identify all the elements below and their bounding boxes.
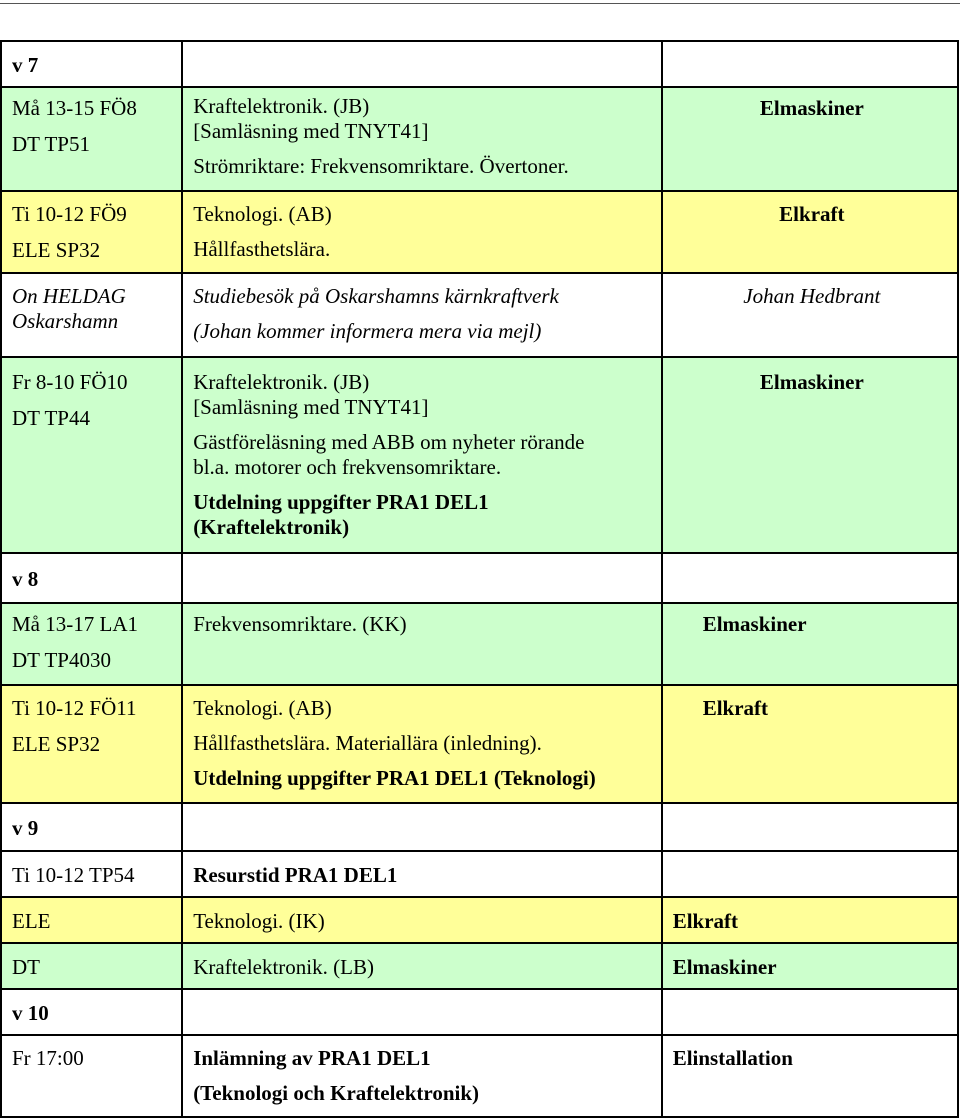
subject-cell: Elmaskiner: [662, 603, 958, 685]
week-row-v9: [1, 803, 958, 851]
topic-cell: Frekvensomriktare. (KK): [182, 603, 662, 685]
session-cell: Fr 17:00: [1, 1035, 182, 1117]
subject-cell: Elmaskiner: [662, 357, 958, 553]
topic-cell: Inlämning av PRA1 DEL1 (Teknologi och Kraftelektronik): [182, 1035, 662, 1117]
session-cell: Ti 10-12 FÖ11 ELE SP32: [1, 685, 182, 803]
table-row: [1, 851, 958, 897]
session-cell: DT: [1, 943, 182, 989]
subject-cell: Elkraft: [662, 191, 958, 273]
table-row: [1, 603, 958, 685]
session-cell: Fr 8-10 FÖ10 DT TP44: [1, 357, 182, 553]
top-rule: [0, 3, 960, 4]
session-cell: Ti 10-12 FÖ9 ELE SP32: [1, 191, 182, 273]
week-row-v10: [1, 989, 958, 1035]
week-row-v8: [1, 553, 958, 603]
schedule-table: [0, 40, 959, 1118]
subject-cell: Johan Hedbrant: [662, 273, 958, 357]
table-row: [1, 357, 958, 553]
subject-cell: [662, 851, 958, 897]
table-row: [1, 191, 958, 273]
topic-cell: Teknologi. (AB) Hållfasthetslära. Materiallära (inledning). Utdelning uppgifter PRA1 DEL1 (Teknologi): [182, 685, 662, 803]
topic-cell: Kraftelektronik. (JB) [Samläsning med TNYT41] Strömriktare: Frekvensomriktare. Övertoner.: [182, 87, 662, 191]
topic-cell: Kraftelektronik. (LB): [182, 943, 662, 989]
topic-cell: Teknologi. (AB) Hållfasthetslära.: [182, 191, 662, 273]
subject-cell: Elmaskiner: [662, 943, 958, 989]
table-row: [1, 897, 958, 943]
week-label: v 10: [1, 989, 182, 1035]
subject-cell: Elinstallation: [662, 1035, 958, 1117]
week-label: v 9: [1, 803, 182, 851]
table-row: [1, 1035, 958, 1117]
session-cell: On HELDAG Oskarshamn: [1, 273, 182, 357]
table-row: [1, 273, 958, 357]
table-row: [1, 685, 958, 803]
topic-cell: Resurstid PRA1 DEL1: [182, 851, 662, 897]
session-cell: Må 13-17 LA1 DT TP4030: [1, 603, 182, 685]
topic-cell: Kraftelektronik. (JB) [Samläsning med TNYT41] Gästföreläsning med ABB om nyheter rörande bl.a. motorer och frekvensomriktare. Utdelning uppgifter PRA1 DEL1 (Kraftelektronik): [182, 357, 662, 553]
session-cell: Må 13-15 FÖ8 DT TP51: [1, 87, 182, 191]
topic-cell: Studiebesök på Oskarshamns kärnkraftverk (Johan kommer informera mera via mejl): [182, 273, 662, 357]
subject-cell: Elmaskiner: [662, 87, 958, 191]
subject-cell: Elkraft: [662, 897, 958, 943]
session-cell: Ti 10-12 TP54: [1, 851, 182, 897]
table-row: [1, 87, 958, 191]
week-label: v 7: [1, 41, 182, 87]
session-cell: ELE: [1, 897, 182, 943]
table-row: [1, 943, 958, 989]
subject-cell: Elkraft: [662, 685, 958, 803]
week-label: v 8: [1, 553, 182, 603]
week-row-v7: [1, 41, 958, 87]
topic-cell: Teknologi. (IK): [182, 897, 662, 943]
